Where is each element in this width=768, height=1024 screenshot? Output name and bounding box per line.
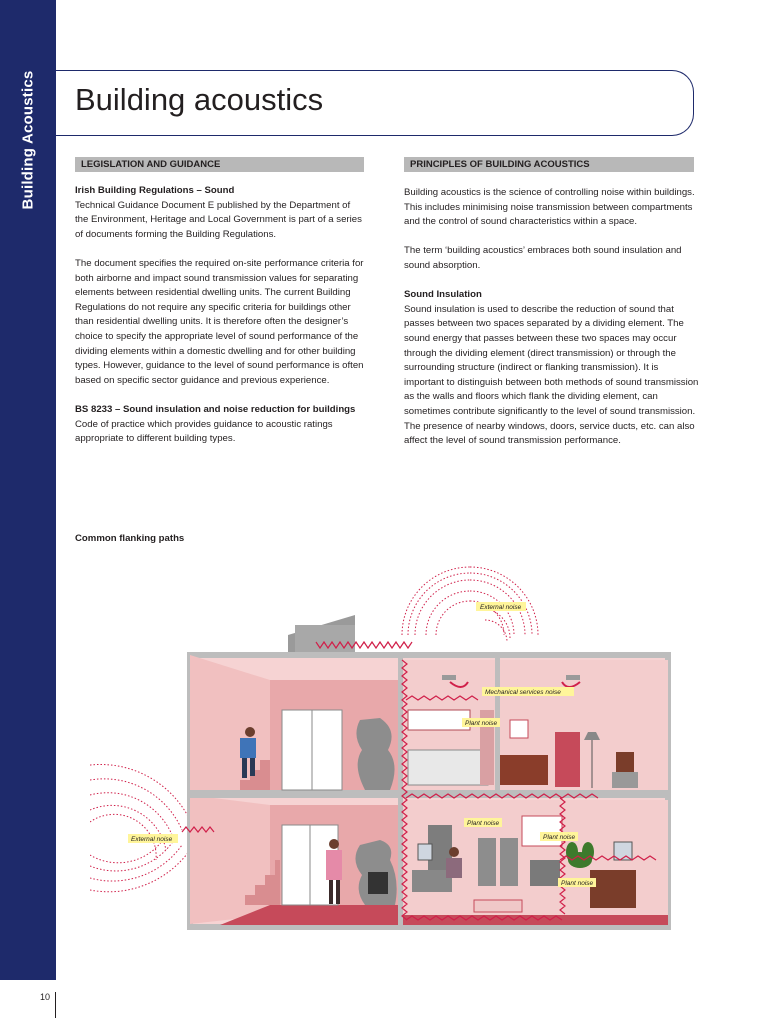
figure-caption: Common flanking paths: [75, 533, 185, 544]
paragraph: The term ‘building acoustics’ embraces both sound insulation and sound absorption.: [404, 245, 682, 271]
label-mechanical-services-noise: Mechanical services noise: [485, 689, 561, 696]
label-external-noise-left: External noise: [131, 836, 173, 843]
subheading-irish-regulations: Irish Building Regulations – Sound: [75, 185, 235, 196]
desk-right: [590, 870, 636, 908]
flanking-paths-illustration: [90, 560, 680, 940]
label-plant-noise-2: Plant noise: [467, 820, 500, 827]
page-number: 10: [40, 992, 51, 1002]
page-title: Building acoustics: [75, 82, 324, 117]
tv: [616, 752, 634, 772]
paragraph: Building acoustics is the science of controlling noise within buildings. This includes minimising noise transmission between compartments and the control of sound characteristics within a space.: [404, 187, 695, 228]
label-plant-noise-4: Plant noise: [561, 880, 594, 887]
rug: [474, 900, 522, 912]
paragraph: Code of practice which provides guidance to acoustic ratings appropriate to different building types.: [75, 418, 333, 445]
label-external-noise-top: External noise: [480, 604, 522, 611]
section-heading-legislation: LEGISLATION AND GUIDANCE: [75, 157, 364, 172]
label-plant-noise-1: Plant noise: [465, 720, 498, 727]
sidebar-label: Building Acoustics: [19, 70, 37, 210]
paragraph: The document specifies the required on-site performance criteria for both airborne and impact sound transmission values for separating elements between residential dwelling units. The current Building Regulations do not require any specific criteria for buildings other than residential dwelling units. It is therefore often the designer’s choice to specify the appropriate level of sound performance of the dividing elements within a domestic dwelling and for other building types. However, guidance to the level of sound performance is often based on specific sector guidance and previous experience.: [75, 257, 364, 386]
notice-board: [522, 816, 562, 846]
left-column: [75, 184, 365, 461]
page-rule: [55, 992, 56, 1018]
kitchen-cabinets: [408, 710, 470, 730]
picture-frame: [510, 720, 528, 738]
sound-waves-left: [90, 764, 190, 891]
paragraph: Sound insulation is used to describe the reduction of sound that passes between two spaces separated by a dividing element. The sound energy that passes between these two spaces may occur through the dividing element (direct transmission) or through the surrounding structure (indirect or flanking transmission). It is important to distinguish between both methods of sound transmission as the walls and floors which flank the dividing element, can sometimes contribute significantly to the level of sound transmission. The presence of nearby windows, doors, service ducts, etc. can also affect the level of sound transmission performance.: [404, 303, 699, 447]
sidebar: [0, 0, 56, 980]
door-right-top: [555, 732, 580, 787]
section-heading-principles: PRINCIPLES OF BUILDING ACOUSTICS: [404, 157, 694, 172]
right-column: [404, 186, 699, 463]
stove: [368, 872, 388, 894]
drawers: [530, 860, 560, 886]
subheading-bs8233: BS 8233 – Sound insulation and noise reduction for buildings: [75, 403, 356, 415]
paragraph: Technical Guidance Document E published by the Department of the Environment, Heritage and Local Government is part of a series of documents forming the Building Regulations.: [75, 199, 362, 240]
subheading-sound-insulation: Sound Insulation: [404, 289, 482, 301]
computer-monitor: [418, 844, 432, 860]
sofa: [500, 755, 548, 785]
label-plant-noise-3: Plant noise: [543, 834, 576, 841]
duct-shape-top: [356, 718, 394, 790]
filing-cabinet: [478, 838, 496, 886]
